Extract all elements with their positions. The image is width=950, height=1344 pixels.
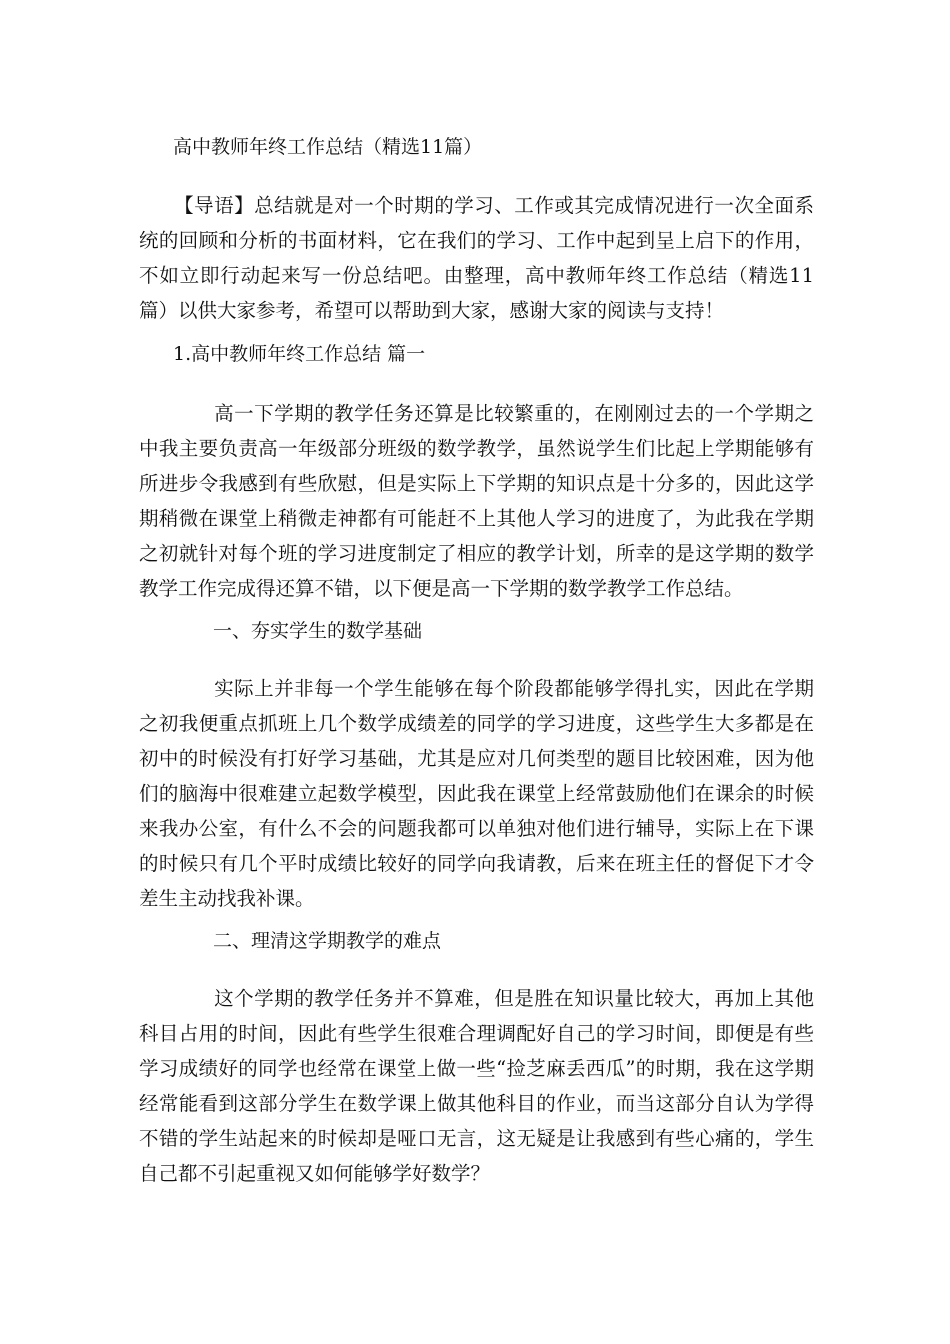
intro-paragraph: 【导语】总结就是对一个时期的学习、工作或其完成情况进行一次全面系统的回顾和分析的书面材料，它在我们的学习、工作中起到呈上启下的作用，不如立即行动起来写一份总结吧。由整理，高中教师年终工作总结（精选11篇）以供大家参考，希望可以帮助到大家，感谢大家的阅读与支持！ [139,194,814,322]
part-one-paragraph: 实际上并非每一个学生能够在每个阶段都能够学得扎实，因此在学期之初我便重点抓班上几个数学成绩差的同学的学习进度，这些学生大多都是在初中的时候没有打好学习基础，尤其是应对几何类型的题目比较困难，因为他们的脑海中很难建立起数学模型，因此我在课堂上经常鼓励他们在课余的时候来我办公室，有什么不会的问题我都可以单独对他们进行辅导，实际上在下课的时候只有几个平时成绩比较好的同学向我请教，后来在班主任的督促下才令差生主动找我补课。 [139,677,814,910]
section-heading: 1.高中教师年终工作总结 篇一 [173,343,426,365]
part-one-heading: 一、夯实学生的数学基础 [213,620,423,642]
part-two-heading: 二、理清这学期教学的难点 [213,930,442,952]
section-body-paragraph: 高一下学期的教学任务还算是比较繁重的，在刚刚过去的一个学期之中我主要负责高一年级部分班级的数学教学，虽然说学生们比起上学期能够有所进步令我感到有些欣慰，但是实际上下学期的知识点是十分多的，因此这学期稍微在课堂上稍微走神都有可能赶不上其他人学习的进度了，为此我在学期之初就针对每个班的学习进度制定了相应的教学计划，所幸的是这学期的数学教学工作完成得还算不错，以下便是高一下学期的数学教学工作总结。 [139,402,814,600]
document-title: 高中教师年终工作总结（精选11篇） [173,136,483,158]
part-two-paragraph: 这个学期的教学任务并不算难，但是胜在知识量比较大，再加上其他科目占用的时间，因此有些学生很难合理调配好自己的学习时间，即便是有些学习成绩好的同学也经常在课堂上做一些“捡芝麻丢西瓜”的时期，我在这学期经常能看到这部分学生在数学课上做其他科目的作业，而当这部分自认为学得不错的学生站起来的时候却是哑口无言，这无疑是让我感到有些心痛的，学生自己都不引起重视又如何能够学好数学？ [139,987,814,1185]
